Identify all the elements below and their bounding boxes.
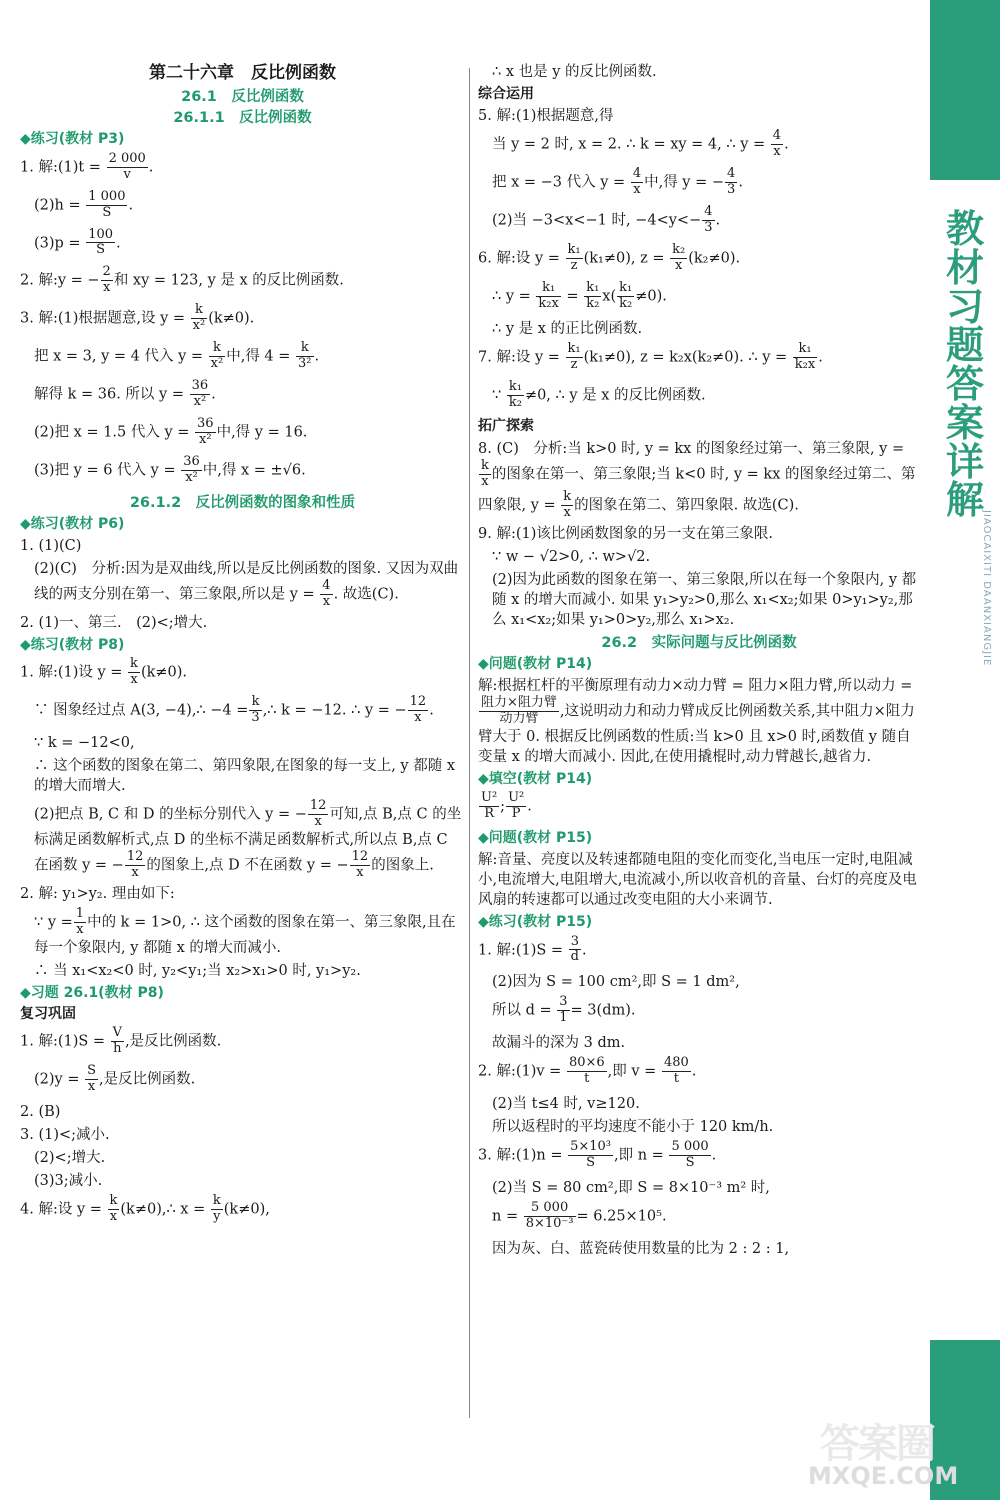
- answer-line: 因为灰、白、蓝瓷砖使用数量的比为 2 : 2 : 1,: [492, 1240, 790, 1257]
- heading-exercise-p8: ◆练习(教材 P8): [20, 636, 125, 653]
- side-tab-top-strip: [930, 0, 1000, 180]
- answer-line: (2)因为 S = 100 cm²,即 S = 1 dm²,: [492, 974, 740, 991]
- answer-line: ∵ w − √2>0, ∴ w>√2.: [492, 548, 651, 565]
- answer-line: 1. (1)(C): [20, 537, 82, 554]
- answer-line: 2. 解: y₁>y₂. 理由如下:: [20, 885, 175, 902]
- subheading-comprehensive: 综合运用: [478, 86, 534, 102]
- answer-line: 解:根据杠杆的平衡原理有动力×动力臂 = 阻力×阻力臂,所以动力 = 阻力×阻力臂 动力臂 ,这说明动力和动力臂成反比例函数关系,其中阻力×阻力臂大于 0. 根据反比例函数的性质:当 k>0 且 x>0 时,函数值 y 随自变量 x 的增大而减小. 因此,在使用撬棍时,动力臂越长,越省力.: [478, 677, 915, 765]
- answer-line: 2. (1)一、第三. (2)<;增大.: [20, 614, 208, 631]
- answer-line: (2)把 x = 1.5 代入 y = $\frac{36}{\text{x²}}$ 中,得 y = 16.: [34, 415, 308, 447]
- answer-line: ∴ y 是 x 的正比例函数.: [492, 320, 643, 337]
- answer-line: (2)h = $\frac{1 000}{S}$ .: [34, 188, 134, 220]
- answer-line: ∴ 当 x₁<x₂<0 时, y₂<y₁;当 x₂>x₁>0 时, y₁>y₂.: [34, 962, 361, 979]
- answer-line: 把 x = −3 代入 y = $\frac{4}{x}$ 中,得 y = − $\frac{4}{3}$ .: [492, 166, 743, 198]
- answer-line: 7. 解:设 y = $\frac{\text{k₁}}{z}$ (k₁≠0), z = k₂x(k₂≠0). ∴ y = $\frac{\text{k₁}}{\text{k₂x}}$ .: [478, 340, 823, 372]
- section-26-1: 26.1 反比例函数: [181, 89, 304, 106]
- chapter-title: 第二十六章 反比例函数: [149, 63, 336, 83]
- answer-line: 1. 解:(1)设 y = $\frac{k}{x}$ (k≠0).: [20, 656, 188, 688]
- answer-line: (3)p = $\frac{100}{S}$ .: [34, 226, 121, 258]
- answer-line: 6. 解:设 y = $\frac{\text{k₁}}{z}$ (k₁≠0), z = $\frac{\text{k₂}}{x}$ (k₂≠0).: [478, 241, 741, 273]
- answer-line: 把 x = 3, y = 4 代入 y = $\frac{k}{\text{x²}}$ 中,得 4 = $\frac{k}{\text{3²}}$ .: [34, 340, 320, 372]
- answer-line: 故漏斗的深为 3 dm.: [492, 1035, 626, 1052]
- side-tab: [930, 0, 1000, 1500]
- heading-question-p15: ◆问题(教材 P15): [478, 829, 593, 846]
- heading-question-p14: ◆问题(教材 P14): [478, 655, 593, 672]
- answer-line: ∵ k = −12<0,: [34, 734, 135, 751]
- answer-line: 9. 解:(1)该比例函数图象的另一支在第三象限.: [478, 525, 773, 542]
- answer-line: (3)把 y = 6 代入 y = $\frac{36}{\text{x²}}$ 中,得 x = ±√6.: [34, 453, 306, 485]
- answer-line: 1. 解:(1)S = $\frac{V}{h}$ ,是反比例函数.: [20, 1025, 222, 1057]
- answer-line: ∴ x 也是 y 的反比例函数.: [492, 64, 657, 80]
- answer-line: (2)<;增大.: [34, 1149, 106, 1166]
- answer-line: (2)当 t≤4 时, v≥120.: [492, 1096, 640, 1113]
- heading-exercise-26-1: ◆习题 26.1(教材 P8): [20, 984, 164, 1001]
- answer-line: (2)y = $\frac{S}{x}$ ,是反比例函数.: [34, 1063, 196, 1094]
- subheading-extension: 拓广探索: [478, 418, 534, 435]
- watermark-logo: 答案圈: [820, 1421, 934, 1467]
- answer-line: ∴ 这个函数的图象在第二、第四象限,在图象的每一支上, y 都随 x 的增大而增大.: [34, 757, 456, 794]
- answer-line: (2)当 S = 80 cm²,即 S = 8×10⁻³ m² 时,: [492, 1180, 770, 1196]
- side-tab-title: 教材习题答案详解: [945, 207, 984, 523]
- answer-line: 当 y = 2 时, x = 2. ∴ k = xy = 4, ∴ y = $\frac{4}{x}$ .: [492, 128, 789, 160]
- answer-line: 2. (B): [20, 1103, 61, 1120]
- answer-line: n = $\frac{5 000}{\text{8×10⁻³}}$ = 6.25×10⁵.: [492, 1200, 667, 1231]
- answer-line: (2)(C) 分析:因为是双曲线,所以是反比例函数的图象. 又因为双曲线的两支分别在第一、第三象限,所以是 y = $\frac{4}{x}$ . 故选(C).: [34, 560, 459, 609]
- answer-line: 所以 d = $\frac{3}{1}$ = 3(dm).: [492, 994, 636, 1026]
- answer-line: ∵ y = $\frac{1}{x}$ 中的 k = 1>0, ∴ 这个函数的图象在第一、第三象限,且在每一个象限内, y 都随 x 的增大而减小.: [34, 905, 456, 956]
- answer-line: ∵ 图象经过点 A(3, −4),∴ −4 = $\frac{k}{3}$ ,∴ k = −12. ∴ y = − $\frac{12}{x}$ .: [34, 694, 434, 725]
- heading-exercise-p6: ◆练习(教材 P6): [20, 515, 125, 532]
- answer-line: 3. 解:(1)n = $\frac{\text{5×10³}}{S}$ ,即 n = $\frac{5 000}{S}$ .: [478, 1139, 717, 1171]
- answer-line: (2)当 −3<x<−1 时, −4<y<− $\frac{4}{3}$ .: [492, 204, 721, 235]
- answer-line: $\frac{\text{U²}}{R}$ ; $\frac{\text{U²}}{P}$ .: [481, 790, 532, 821]
- answer-line: 3. (1)<;减小.: [20, 1126, 110, 1143]
- answer-line: 1. 解:(1)t = $\frac{2 000}{v}$ .: [20, 150, 154, 182]
- answer-line: ∵ $\frac{\text{k₁}}{\text{k₂}}$ ≠0, ∴ y 是 x 的反比例函数.: [492, 378, 706, 410]
- column-divider: [469, 68, 470, 1418]
- heading-exercise-p15: ◆练习(教材 P15): [478, 914, 593, 931]
- section-26-1-2: 26.1.2 反比例函数的图象和性质: [129, 494, 356, 511]
- answer-line: 解得 k = 36. 所以 y = $\frac{36}{\text{x²}}$ .: [34, 378, 216, 409]
- answer-line: 1. 解:(1)S = $\frac{3}{d}$ .: [478, 933, 587, 965]
- answer-line: 4. 解:设 y = $\frac{k}{x}$ (k≠0),∴ x = $\frac{k}{y}$ (k≠0),: [20, 1192, 270, 1224]
- answer-line: (2)因为此函数的图象在第一、第三象限,所以在每一个象限内, y 都随 x 的增大而减小. 如果 y₁>y₂>0,那么 x₁<x₂;如果 0>y₁>y₂,那么 x₁<x₂;如果 y₁>0>y₂,那么 x₁>x₂.: [492, 571, 917, 628]
- answer-line: 5. 解:(1)根据题意,得: [478, 108, 614, 125]
- answer-line: (3)3;减小.: [34, 1172, 103, 1189]
- answer-line: ∴ y = $\frac{\text{k₁}}{\text{k₂x}}$ = $\frac{\text{k₁}}{\text{k₂}}$ x( $\frac{\text{k₁}}{\text{k₂}}$ ≠0).: [492, 279, 667, 311]
- answer-line: (2)把点 B, C 和 D 的坐标分别代入 y = − $\frac{12}{x}$ 可知,点 B,点 C 的坐标满足函数解析式,点 D 的坐标不满足函数解析式,所以点 B,点 C 在函数 y = − $\frac{12}{x}$ 的图象上,点 D 不在函数 y = − $\frac{12}{x}$ 的图象上.: [34, 797, 462, 880]
- right-column: [478, 62, 920, 1262]
- answer-line: 8. (C) 分析:当 k>0 时, y = kx 的图象经过第一、第三象限, y = $\frac{k}{x}$ 的图象在第一、第三象限;当 k<0 时, y = kx 的图象经过第二、第四象限, y = $\frac{k}{x}$ 的图象在第二、第四象限. 故选(C).: [478, 440, 916, 520]
- subheading-review: 复习巩固: [20, 1005, 76, 1022]
- side-tab-pinyin: JIAOCAIXITI DAANXIANGJIE: [981, 510, 992, 667]
- answer-line: 2. 解:y = − $\frac{2}{x}$ 和 xy = 123, y 是 x 的反比例函数.: [20, 264, 344, 296]
- heading-exercise-p3: ◆练习(教材 P3): [20, 131, 125, 148]
- section-26-2: 26.2 实际问题与反比例函数: [601, 634, 797, 651]
- heading-fill-p14: ◆填空(教材 P14): [478, 770, 593, 787]
- section-26-1-1: 26.1.1 反比例函数: [173, 110, 312, 127]
- answer-line: 3. 解:(1)根据题意,设 y = $\frac{k}{\text{x²}}$ (k≠0).: [20, 302, 255, 334]
- answer-line: 解:音量、亮度以及转速都随电阻的变化而变化,当电压一定时,电阻减小,电流增大,电阻增大,电流减小,所以收音机的音量、台灯的亮度及电风扇的转速都可以通过改变电阻的大小来调节.: [478, 852, 917, 909]
- left-column: [20, 62, 465, 1232]
- answer-line: 2. 解:(1)v = $\frac{80\times 6}{t}$ ,即 v = $\frac{480}{t}$ .: [478, 1055, 697, 1087]
- answer-line: 所以返程时的平均速度不能小于 120 km/h.: [492, 1119, 774, 1136]
- watermark-url: MXQE.COM: [808, 1462, 959, 1490]
